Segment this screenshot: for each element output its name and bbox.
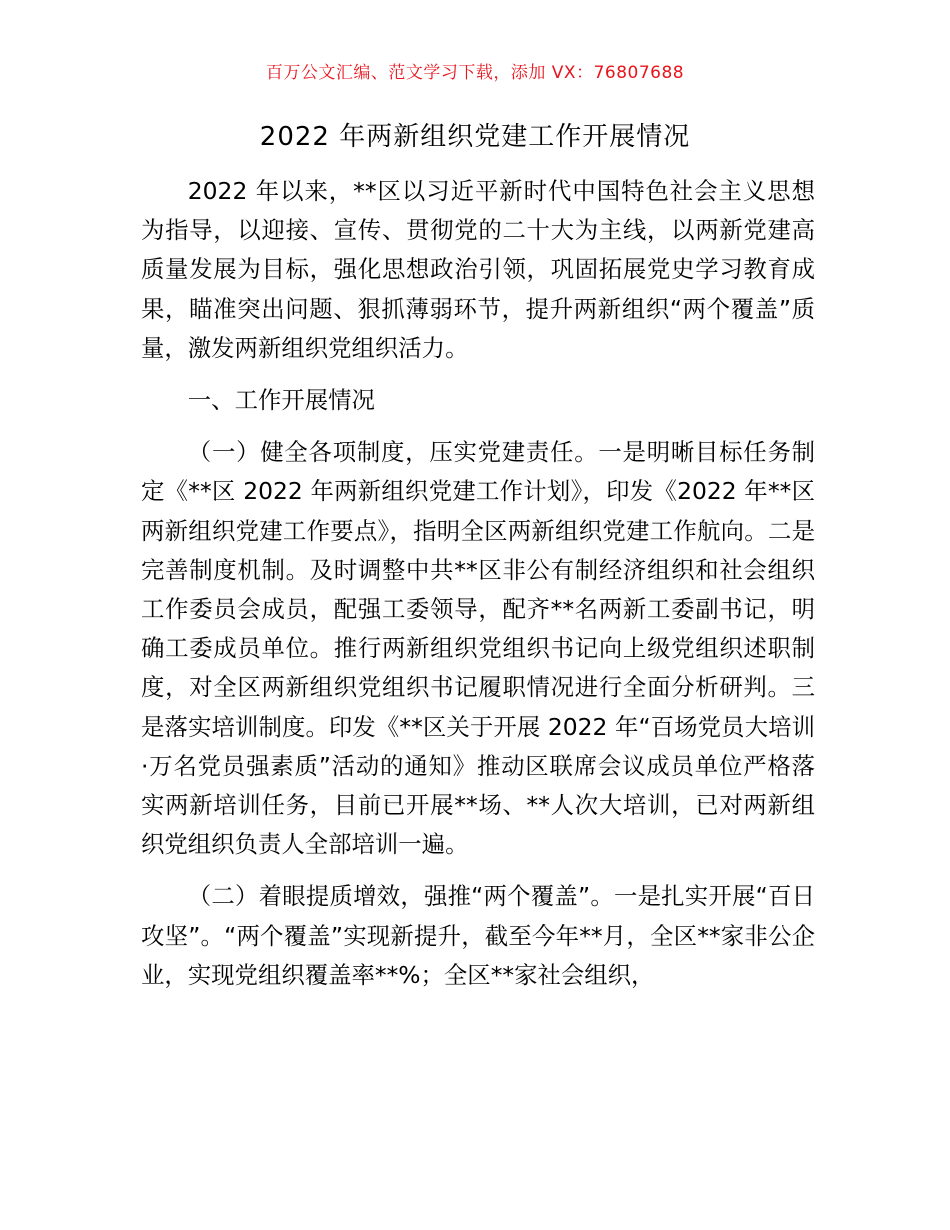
intro-paragraph: 2022 年以来，**区以习近平新时代中国特色社会主义思想为指导，以迎接、宣传、贯彻党的二十大为主线，以两新党建高质量发展为目标，强化思想政治引领，巩固拓展党史学习教育成果，瞄准突出问题、狠抓薄弱环节，提升两新组织“两个覆盖”质量，激发两新组织党组织活力。 <box>141 177 815 362</box>
subsection-paragraph-2: （二）着眼提质增效，强推“两个覆盖”。一是扎实开展“百日攻坚”。“两个覆盖”实现新提升，截至今年**月，全区**家非公企业，实现党组织覆盖率**%；全区**家社会组织， <box>141 882 815 989</box>
header-watermark-note: 百万公文汇编、范文学习下载，添加 VX：76807688 <box>265 63 685 83</box>
subsection-paragraph-1: （一）健全各项制度，压实党建责任。一是明晰目标任务制定《**区 2022 年两新组织党建工作计划》，印发《2022 年**区两新组织党建工作要点》，指明全区两新组织党建工作航向。二是完善制度机制。及时调整中共**区非公有制经济组织和社会组织工作委员会成员，配强工委领导，配齐**名两新工委副书记，明确工委成员单位。推行两新组织党组织书记向上级党组织述职制度，对全区两新组织党组织书记履职情况进行全面分析研判。三是落实培训制度。印发《**区关于开展 2022 年“百场党员大培训·万名党员强素质”活动的通知》推动区联席会议成员单位严格落实两新培训任务，目前已开展**场、**人次大培训，已对两新组织党组织负责人全部培训一遍。 <box>141 438 815 859</box>
document-body <box>141 172 815 995</box>
document-title: 2022 年两新组织党建工作开展情况 <box>259 122 691 152</box>
section-heading: 一、工作开展情况 <box>187 386 375 415</box>
